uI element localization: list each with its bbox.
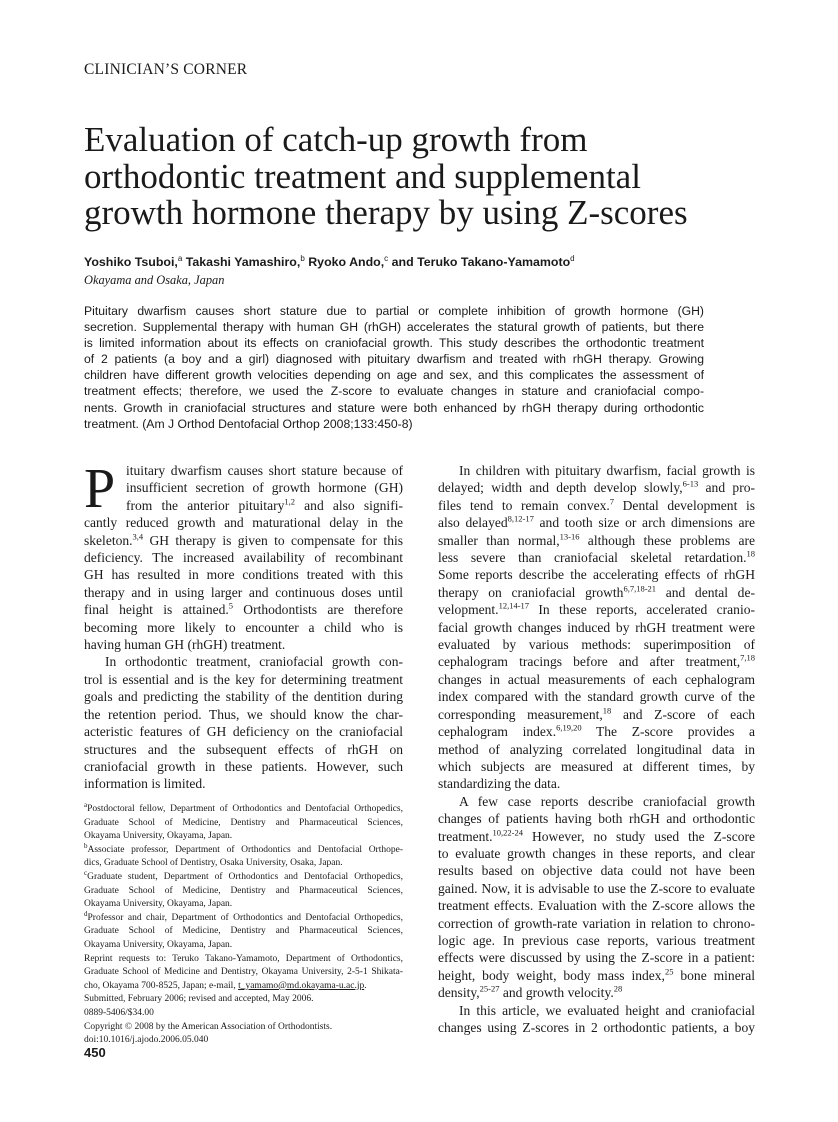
body-line: insufficient secretion of growth hormone (GH)	[126, 480, 403, 496]
footnote-line	[84, 868, 403, 885]
body-line: gained. Now, it is advisable to use the Z-score to evaluate	[438, 880, 755, 896]
body-line: information is limited.	[84, 776, 206, 792]
body-line: therapy and in using larger and continuous doses until	[84, 584, 403, 600]
citation: 28	[613, 983, 623, 994]
text-run: cephalogram tracings before and after treatment,	[438, 654, 741, 670]
text-run: and pro-	[698, 480, 756, 496]
text-run: delayed; width and depth develop slowly,	[438, 480, 683, 496]
citation: 7,18	[740, 652, 755, 663]
body-line	[438, 497, 755, 514]
citation: 25-27	[479, 983, 500, 994]
text-run: cephalogram index.	[438, 724, 557, 740]
body-line: facial growth changes induced by rhGH treatment were	[438, 619, 755, 635]
text-run: also delayed	[438, 515, 508, 531]
text-run: and growth velocity.	[499, 985, 614, 1001]
citation: 25	[664, 966, 674, 977]
drop-cap-letter: P	[84, 458, 116, 520]
abstract-line: children have different growth velocities depending on age and sex, and this complicates the assessment of	[84, 368, 704, 383]
text-run: corresponding measurement,	[438, 706, 603, 722]
abstract	[84, 303, 704, 432]
body-line	[438, 584, 755, 601]
body-line: correction of growth-rate variation in relation to chrono-	[438, 915, 755, 931]
text-run: Graduate student, Department of Orthodontics and Dentofacial Orthopedics,	[87, 871, 403, 882]
citation: 6,7,18-21	[623, 583, 657, 594]
text-run: GH therapy is given to compensate for this	[143, 532, 403, 548]
body-line	[84, 497, 403, 514]
footnote-line: Okayama University, Okayama, Japan.	[84, 899, 233, 910]
body-line	[438, 479, 755, 496]
author-name: Takashi Yamashiro,	[182, 255, 301, 270]
text-run: and dental de-	[656, 584, 755, 600]
footnote-line	[84, 841, 403, 858]
body-line	[438, 828, 755, 845]
body-line: the retention period. Thus, we should know the char-	[84, 706, 403, 722]
text-run: less severe than craniofacial skeletal retardation.	[438, 550, 747, 566]
body-line	[84, 532, 403, 549]
footnote-line: dics, Graduate School of Dentistry, Osaka University, Osaka, Japan.	[84, 858, 343, 869]
body-line: craniofacial growth in these patients. However, such	[84, 758, 403, 774]
body-line	[438, 549, 755, 566]
abstract-line: treatment effects; therefore, we used the Z-score to evaluate changes in stature and craniofacial compo-	[84, 384, 704, 399]
text-run: .	[364, 980, 367, 991]
text-run: therapy on craniofacial growth	[438, 584, 624, 600]
affiliation-mark: a	[84, 800, 88, 809]
body-line: becoming more likely to encounter a child who is	[84, 619, 403, 635]
footnote-line: Reprint requests to: Teruko Takano-Yamamoto, Department of Orthodontics,	[84, 953, 403, 964]
footnote-line: Graduate School of Medicine, Dentistry and Pharmaceutical Sciences,	[84, 885, 403, 896]
citation: 7	[609, 496, 615, 507]
abstract-line: treatment. (Am J Orthod Dentofacial Orthop 2008;133:450-8)	[84, 416, 413, 431]
body-line: which subjects are measured at different times, by	[438, 758, 755, 774]
body-line: In children with pituitary dwarfism, facial growth is	[459, 463, 755, 478]
section-label: CLINICIAN’S CORNER	[84, 61, 248, 78]
abstract-line: of 2 patients (a boy and a girl) diagnosed with pituitary dwarfism and treated with rhGH therapy. Growing	[84, 352, 704, 367]
text-run: although these problems are	[579, 532, 755, 548]
citation: 6,19,20	[556, 722, 582, 733]
body-line	[438, 653, 755, 670]
body-line: Some reports describe the accelerating effects of rhGH	[438, 567, 755, 583]
text-run: Professor and chair, Department of Orthodontics and Dentofacial Orthopedics,	[87, 912, 403, 923]
body-line: acteristic features of GH deficiency on the craniofacial	[84, 724, 403, 740]
body-line: changes of patients having both rhGH and orthodontic	[438, 811, 755, 827]
footnote-line	[84, 800, 403, 817]
body-line: ituitary dwarfism causes short stature because of	[126, 463, 403, 478]
footnote-line: 0889-5406/$34.00	[84, 1007, 154, 1018]
affiliation-mark: b	[300, 254, 305, 263]
body-line	[438, 532, 755, 549]
citation: 1,2	[284, 496, 295, 507]
text-run: bone mineral	[673, 967, 756, 983]
article-title	[84, 122, 764, 232]
citation: 18	[602, 705, 612, 716]
text-run: and also signifi-	[295, 497, 403, 513]
body-column-right	[438, 462, 755, 1036]
footnote-line: Copyright © 2008 by the American Association of Orthodontists.	[84, 1021, 333, 1032]
body-line: index compared with the standard growth curve of the	[438, 689, 755, 705]
footnote-line: Graduate School of Medicine, Dentistry and Pharmaceutical Sciences,	[84, 817, 403, 828]
body-line: In orthodontic treatment, craniofacial growth con-	[105, 654, 403, 670]
body-line: results based on objective data could not have been	[438, 863, 755, 879]
body-line: cantly reduced growth and maturational delay in the	[84, 515, 403, 531]
footnote-line: Graduate School of Medicine and Dentistry, Okayama University, 2-5-1 Shikata-	[84, 967, 403, 978]
body-line: evaluated by various methods: superimposition of	[438, 637, 755, 653]
affiliation-mark: d	[570, 254, 575, 263]
body-line: goals and predicting the stability of the dentition during	[84, 689, 403, 705]
author-name: Yoshiko Tsuboi,	[84, 255, 178, 270]
text-run: Associate professor, Department of Orthodontics and Dentofacial Orthope-	[87, 844, 403, 855]
citation: 5	[228, 600, 234, 611]
body-column-left	[84, 462, 403, 793]
citation: 3,4	[132, 531, 144, 542]
body-line: having human GH (rhGH) treatment.	[84, 637, 286, 653]
body-line: A few case reports describe craniofacial growth	[459, 793, 755, 809]
body-line: structures and the subsequent effects of rhGH on	[84, 741, 403, 757]
body-line	[438, 514, 755, 531]
body-line	[438, 984, 755, 1001]
text-run: In these reports, accelerated cranio-	[529, 602, 755, 618]
footnote-line	[84, 909, 403, 926]
footnote-line: doi:10.1016/j.ajodo.2006.05.040	[84, 1035, 209, 1046]
body-line: method of analyzing correlated longitudinal data in	[438, 741, 755, 757]
footnotes	[84, 800, 403, 1048]
body-line	[84, 601, 403, 618]
affiliation-mark: b	[84, 841, 88, 850]
citation: 12,14-17	[498, 600, 530, 611]
body-line: trol is essential and is the key for determining treatment	[84, 671, 403, 687]
body-line	[438, 601, 755, 618]
text-run: density,	[438, 985, 480, 1001]
affiliation-mark: a	[177, 254, 183, 263]
body-line	[438, 723, 755, 740]
body-line	[438, 967, 755, 984]
body-line	[438, 706, 755, 723]
email-link[interactable]: t_yamamo@md.okayama-u.ac.jp	[238, 980, 365, 991]
text-run: files tend to remain convex.	[438, 497, 610, 513]
citation: 10,22-24	[492, 827, 524, 838]
author-name: and Teruko Takano-Yamamoto	[388, 255, 571, 270]
affiliation-mark: d	[84, 909, 88, 918]
text-run: However, no study used the Z-score	[523, 828, 755, 844]
author-location: Okayama and Osaka, Japan	[84, 273, 225, 287]
text-run: Postdoctoral fellow, Department of Orthodontics and Dentofacial Orthopedics,	[87, 804, 403, 814]
author-list	[84, 254, 575, 269]
body-line: standardizing the data.	[438, 776, 561, 792]
footnote-line: Okayama University, Okayama, Japan.	[84, 939, 233, 950]
affiliation-mark: c	[384, 254, 389, 263]
text-run: final height is attained.	[84, 602, 229, 618]
body-line: effects were discussed by using the Z-score in a patient:	[438, 950, 755, 966]
citation: 18	[746, 548, 755, 559]
text-run: height, body weight, body mass index,	[438, 967, 665, 983]
text-run: skeleton.	[84, 532, 133, 548]
text-run: treatment.	[438, 828, 493, 844]
abstract-line: secretion. Supplemental therapy with human GH (rhGH) accelerates the statural growth of patients, but there	[84, 320, 704, 335]
citation: 13-16	[559, 531, 580, 542]
footnote-line: Submitted, February 2006; revised and accepted, May 2006.	[84, 994, 314, 1005]
text-run: from the anterior pituitary	[126, 497, 285, 513]
text-run: and Z-score of each	[611, 706, 755, 722]
abstract-line: Pituitary dwarfism causes short stature due to partial or complete inhibition of growth hormone (GH)	[84, 304, 704, 318]
text-run: and tooth size or arch dimensions are	[533, 515, 755, 531]
footnote-line: Graduate School of Medicine, Dentistry and Pharmaceutical Sciences,	[84, 926, 403, 937]
title-line: growth hormone therapy by using Z-scores	[84, 193, 688, 232]
abstract-line: is limited information about its effects on craniofacial growth. This study describes the orthodontic treatment	[84, 336, 704, 351]
citation: 8,12-17	[507, 513, 534, 524]
abstract-line: nents. Growth in craniofacial structures and stature were both enhanced by rhGH therapy during orthodontic	[84, 400, 704, 415]
body-line: logic age. In previous case reports, various treatment	[438, 932, 755, 948]
body-line: deficiency. The increased availability of recombinant	[84, 550, 403, 566]
body-line: GH has resulted in more conditions treated with this	[84, 567, 403, 583]
text-run: Dental development is	[614, 497, 755, 513]
body-line: to evaluate growth changes in these reports, and clear	[438, 845, 755, 861]
affiliation-mark: c	[84, 868, 88, 877]
page-number: 450	[84, 1045, 106, 1060]
text-run: Orthodontists are therefore	[233, 602, 403, 618]
title-line: orthodontic treatment and supplemental	[84, 156, 641, 196]
footnote-line	[84, 980, 403, 994]
body-line: treatment effects. Evaluation with the Z-score allows the	[438, 898, 755, 914]
body-line: changes in actual measurements of each cephalogram	[438, 671, 755, 687]
text-run: velopment.	[438, 602, 499, 618]
author-name: Ryoko Ando,	[304, 255, 385, 270]
body-line: In this article, we evaluated height and craniofacial	[459, 1002, 755, 1018]
citation: 6-13	[682, 478, 699, 489]
footnote-line: Okayama University, Okayama, Japan.	[84, 831, 233, 842]
text-run: smaller than normal,	[438, 532, 560, 548]
body-line: changes using Z-scores in 2 orthodontic patients, a boy	[438, 1020, 755, 1035]
text-run: cho, Okayama 700-8525, Japan; e-mail,	[84, 980, 239, 991]
text-run: The Z-score provides a	[581, 724, 756, 740]
title-line: Evaluation of catch-up growth from	[84, 120, 588, 159]
